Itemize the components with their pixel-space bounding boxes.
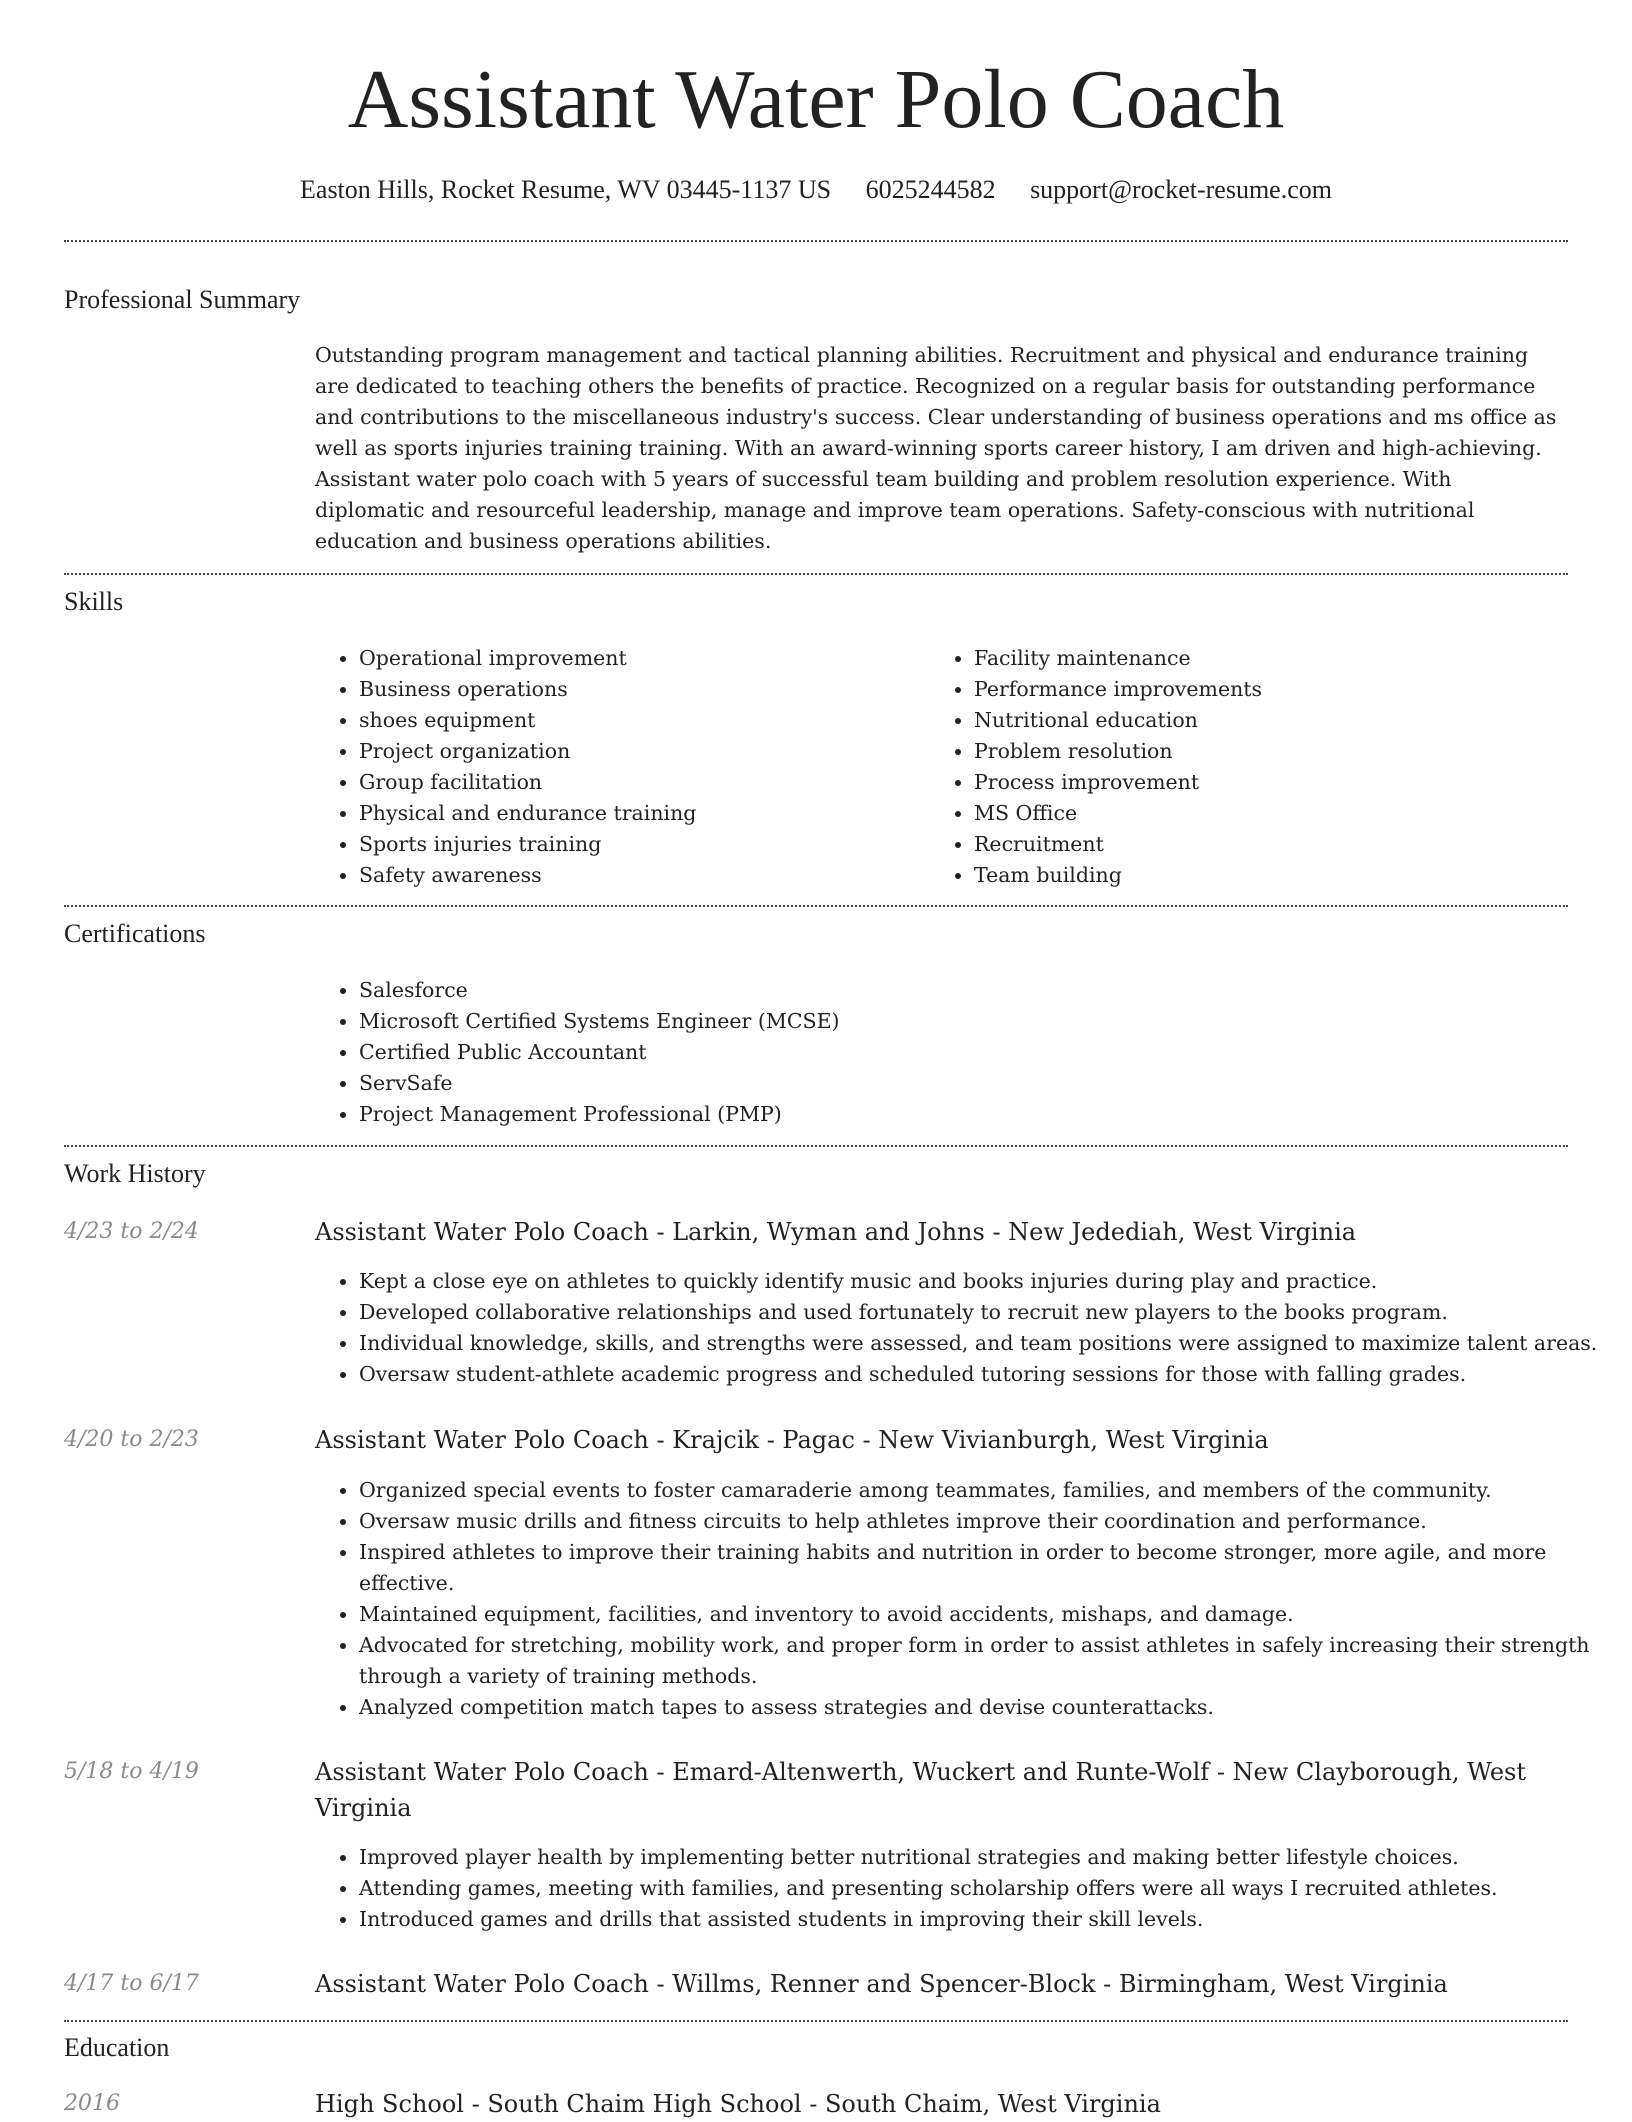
- work-history-heading: Work History: [64, 1159, 206, 1188]
- skill-item: • Business operations: [359, 674, 919, 705]
- job-title: Assistant Water Polo Coach - Krajcik - Pagac - New Vivianburgh, West Virginia: [315, 1426, 1269, 1454]
- skills-left-list: [315, 643, 919, 891]
- certification-item: • Certified Public Accountant: [359, 1037, 840, 1068]
- certification-item: • Microsoft Certified Systems Engineer (MCSE): [359, 1006, 840, 1037]
- contact-line: [0, 170, 1632, 210]
- skill-item: • Process improvement: [974, 767, 1574, 798]
- skill-item: • Sports injuries training: [359, 829, 919, 860]
- job-dates: 5/18 to 4/19: [64, 1759, 199, 1784]
- skill-item: • Recruitment: [974, 829, 1574, 860]
- job-bullets: [315, 1266, 1614, 1390]
- skill-item: • Performance improvements: [974, 674, 1574, 705]
- section-divider: [64, 2020, 1568, 2022]
- skill-item: • Project organization: [359, 736, 919, 767]
- skill-item: • MS Office: [974, 798, 1574, 829]
- certification-item: • Salesforce: [359, 975, 840, 1006]
- job-bullets: [315, 1842, 1614, 1935]
- job-bullet: • Improved player health by implementing better nutritional strategies and making better lifestyle choices.: [359, 1842, 1614, 1873]
- skill-item: • Team building: [974, 860, 1574, 891]
- certifications-heading: Certifications: [64, 919, 206, 948]
- skill-item: • Safety awareness: [359, 860, 919, 891]
- job-bullet: • Oversaw music drills and fitness circuits to help athletes improve their coordination and performance.: [359, 1506, 1614, 1537]
- certification-item: • Project Management Professional (PMP): [359, 1099, 840, 1130]
- job-dates: 4/23 to 2/24: [64, 1219, 199, 1244]
- skill-item: • Facility maintenance: [974, 643, 1574, 674]
- job-bullet: • Advocated for stretching, mobility work, and proper form in order to assist athletes in safely increasing their strength through a variety of training methods.: [359, 1630, 1614, 1692]
- job-bullet: • Introduced games and drills that assisted students in improving their skill levels.: [359, 1904, 1614, 1935]
- job-title: Assistant Water Polo Coach - Larkin, Wyman and Johns - New Jedediah, West Virginia: [315, 1218, 1357, 1246]
- education-heading: Education: [64, 2033, 170, 2062]
- skill-item: • shoes equipment: [359, 705, 919, 736]
- job-bullet: • Oversaw student-athlete academic progress and scheduled tutoring sessions for those with falling grades.: [359, 1359, 1614, 1390]
- job-title: Assistant Water Polo Coach - Emard-Altenwerth, Wuckert and Runte-Wolf - New Clayborough, West Virginia: [315, 1758, 1526, 1822]
- job-dates: 4/20 to 2/23: [64, 1427, 199, 1452]
- job-bullet: • Developed collaborative relationships and used fortunately to recruit new players to the books program.: [359, 1297, 1614, 1328]
- job-bullet: • Organized special events to foster camaraderie among teammates, families, and members of the community.: [359, 1475, 1614, 1506]
- job-bullets: [315, 1475, 1614, 1723]
- education-title: High School - South Chaim High School - South Chaim, West Virginia: [315, 2090, 1161, 2118]
- skill-item: • Operational improvement: [359, 643, 919, 674]
- skill-item: • Group facilitation: [359, 767, 919, 798]
- section-divider: [64, 240, 1568, 242]
- contact-email[interactable]: support@rocket-resume.com: [1030, 175, 1332, 204]
- contact-phone: 6025244582: [865, 175, 996, 204]
- job-title: Assistant Water Polo Coach - Willms, Renner and Spencer-Block - Birmingham, West Virginia: [315, 1970, 1448, 1998]
- certifications-list: [315, 975, 840, 1130]
- education-dates: 2016: [64, 2091, 120, 2116]
- skills-right-list: [930, 643, 1574, 891]
- summary-heading: Professional Summary: [64, 285, 301, 314]
- job-bullet: • Attending games, meeting with families, and presenting scholarship offers were all ways I recruited athletes.: [359, 1873, 1614, 1904]
- job-dates: 4/17 to 6/17: [64, 1971, 199, 1996]
- skill-item: • Physical and endurance training: [359, 798, 919, 829]
- contact-address: Easton Hills, Rocket Resume, WV 03445-1137 US: [300, 175, 832, 204]
- summary-text: Outstanding program management and tactical planning abilities. Recruitment and physical and endurance training are dedicated to teaching others the benefits of practice. Recognized on a regular basis for outstanding performance and contributions to the miscellaneous industry's success. Clear understanding of business operations and ms office as well as sports injuries training training. With an award-winning sports career history, I am driven and high-achieving. Assistant water polo coach with 5 years of successful team building and problem resolution experience. With diplomatic and resourceful leadership, manage and improve team operations. Safety-conscious with nutritional education and business operations abilities.: [315, 343, 1557, 553]
- section-divider: [64, 1145, 1568, 1147]
- job-bullet: • Maintained equipment, facilities, and inventory to avoid accidents, mishaps, and damage.: [359, 1599, 1614, 1630]
- skill-item: • Problem resolution: [974, 736, 1574, 767]
- job-bullet: • Individual knowledge, skills, and strengths were assessed, and team positions were assigned to maximize talent areas.: [359, 1328, 1614, 1359]
- certification-item: • ServSafe: [359, 1068, 840, 1099]
- resume-name: Assistant Water Polo Coach: [347, 53, 1285, 146]
- job-bullet: • Kept a close eye on athletes to quickly identify music and books injuries during play and practice.: [359, 1266, 1614, 1297]
- skill-item: • Nutritional education: [974, 705, 1574, 736]
- job-bullet: • Analyzed competition match tapes to assess strategies and devise counterattacks.: [359, 1692, 1614, 1723]
- job-bullet: • Inspired athletes to improve their training habits and nutrition in order to become stronger, more agile, and more effective.: [359, 1537, 1614, 1599]
- section-divider: [64, 573, 1568, 575]
- skills-heading: Skills: [64, 587, 124, 616]
- section-divider: [64, 905, 1568, 907]
